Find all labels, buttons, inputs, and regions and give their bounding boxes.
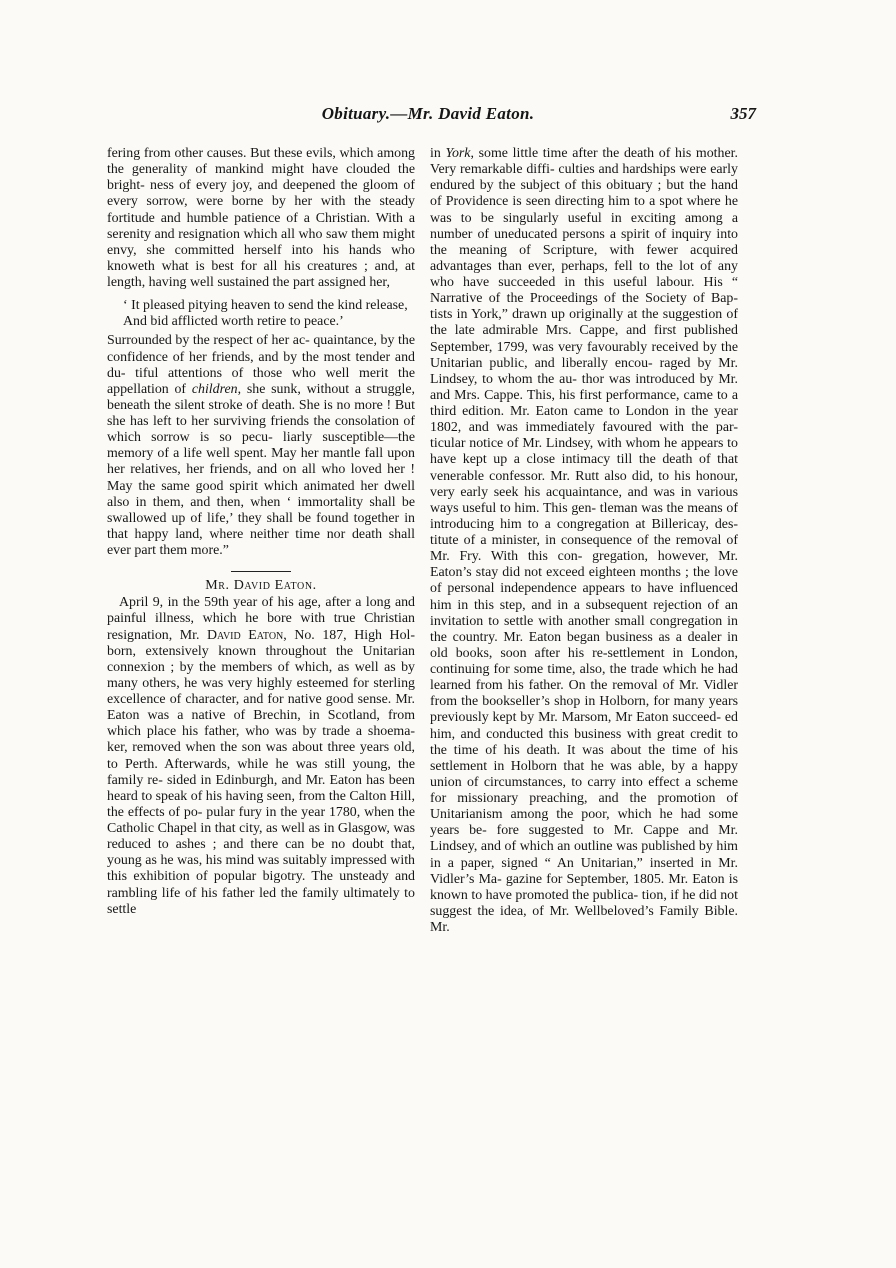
- right-column: [430, 146, 738, 936]
- paragraph: [107, 595, 415, 918]
- paragraph: in York, some little time after the death of his mother. Very remarkable diffi- culties and hardships were early endured by the subject of this obituary ; but the hand of Providence is seen directing him to a spot where he was to be singularly useful in exciting among a number of uneducated persons a spirit of inquiry into the meaning of Scripture, with fewer acquired advantages than ever, perhaps, fell to the lot of any who have succeeded in this useful labour. His “ Narrative of the Proceedings of the Society of Bap- tists in York,” drawn up originally at the suggestion of the late admirable Mrs. Cappe, and first published September, 1799, was very favourably received by the Unitarian public, and liberally encou- raged by Mr. Lindsey, to whom the au- thor was introduced by Mr. and Mrs. Cappe. This, his first performance, came to a third edition. Mr. Eaton came to London in the year 1802, and was immediately favoured with the par- ticular notice of Mr. Lindsey, with whom he appears to have kept up a close intimacy till the death of that venerable confessor. Mr. Rutt also did, to his honour, very early seek his acquaintance, and was in various ways useful to him. This gen- tleman was the means of introducing him to a congregation at Billericay, des- titute of a minister, in consequence of the removal of Mr. Fry. With this con- gregation, however, Mr. Eaton’s stay did not exceed eighteen months ; the love of personal independence appears to have influenced him in this step, and in a subsequent rejection of an invitation to settle with another small congregation in the country. Mr. Eaton began business as a dealer in old books, soon after his re-settlement in London, continuing for some time, also, the trade which he had learned from his father. On the removal of Mr. Vidler from the bookseller’s shop in Holborn, for many years previously kept by Mr. Marsom, Mr Eaton succeed- ed him, and conducted this business with great credit to the time of his death. It was about the time of his settlement in Holborn that he was able, by a happy union of circumstances, to carry into effect a scheme for missionary preaching, and the promotion of Unitarianism among the poor, which he had some years be- fore suggested to Mr. Cappe and Mr. Lindsey, and of which an outline was published by him in a paper, signed “ An Unitarian,” inserted in Mr. Vidler’s Ma- gazine for September, 1805. Mr. Eaton is known to have promoted the publica- tion, if he did not suggest the idea, of Mr. Wellbeloved’s Family Bible. Mr.: [430, 146, 738, 935]
- verse-line: ‘ It pleased pitying heaven to send the kind release,: [123, 298, 408, 314]
- paragraph: fering from other causes. But these evils, which among the generality of mankind might have clouded the bright- ness of every joy, and deepened the gloom of every sorrow, were borne by her with the steady fortitude and humble patience of a Christian. With a serenity and resignation which all who saw them might envy, she committed herself into his hands who knoweth what is best for all his creatures ; and, at length, having well sustained the part assigned her,: [107, 146, 415, 290]
- paragraph: [107, 333, 415, 559]
- running-title: Obituary.—Mr. David Eaton.: [321, 104, 535, 123]
- section-heading: Mr. David Eaton.: [205, 578, 317, 594]
- text-run: , she sunk, without a struggle, beneath the silent stroke of death. She is no more ! But she has left to her surviving friends the consolation of which sorrow is so pecu- liarly susceptible—the memory of a life well spent. May her mantle fall upon her relatives, her friends, and on all who loved her ! May the same good spirit which animated her dwell also in them, and then, when ‘ immortality shall be swallowed up of life,’ they shall be found together in that happy land, where neither time nor death shall ever part them more.”: [107, 381, 415, 558]
- italic-word: York: [445, 146, 471, 161]
- section-divider: [231, 571, 291, 572]
- text-run: Surrounded by the respect of her ac- quaintance, by the confidence of her friends, and by the most tender and du- tiful attentions of those who well merit the appellation of: [107, 333, 415, 397]
- person-name: David Eaton: [207, 627, 284, 643]
- page-number: 357: [730, 104, 756, 123]
- left-column: [107, 146, 415, 918]
- text-run: , No. 187, High Hol- born, extensively known throughout the Unitarian connexion ; by the members of which, as well as by many others, he was very highly esteemed for sterling excellence of character, and for native good sense. Mr. Eaton was a native of Brechin, in Scotland, from which place his father, who was by trade a shoema- ker, removed when the son was about three years old, to Perth. Afterwards, while he was still young, the family re- sided in Edinburgh, and Mr. Eaton has been heard to speak of his having seen, from the Calton Hill, the effects of po- pular fury in the year 1780, when the Catholic Chapel in that city, as well as in Glasgow, was reduced to ashes ; and there can be no doubt that, young as he was, his mind was suitably impressed with this exhibition of popular bigotry. The unsteady and rambling life of his father led the family ultimately to settle: [107, 627, 415, 917]
- text-run: , some little time after the death of his mother. Very remarkable diffi- culties and hardships were early endured by the subject of this obituary ; but the hand of Providence is seen directing him to a spot where he was to be singularly useful in exciting among a number of uneducated persons a spirit of inquiry into the meaning of Scripture, with fewer acquired advantages than ever, perhaps, fell to the lot of any who have succeeded in this useful labour. His “ Narrative of the Proceedings of the Society of Bap- tists in York,” drawn up originally at the suggestion of the late admirable Mrs. Cappe, and first published September, 1799, was very favourably received by the Unitarian public, and liberally encou- raged by Mr. Lindsey, to whom the au- thor was introduced by Mr. and Mrs. Cappe. This, his first performance, came to a third edition. Mr. Eaton came to London in the year 1802, and was immediately favoured with the par- ticular notice of Mr. Lindsey, with whom he appears to have kept up a close intimacy till the death of that venerable confessor. Mr. Rutt also did, to his honour, very early seek his acquaintance, and was in various ways useful to him. This gen- tleman was the means of introducing him to a congregation at Billericay, des- titute of a minister, in consequence of the removal of Mr. Fry. With this con- gregation, however, Mr. Eaton’s stay did not exceed eighteen months ; the love of personal independence appears to have influenced him in this step, and in a subsequent rejection of an invitation to settle with another small congregation in the country. Mr. Eaton began business as a dealer in old books, soon after his re-settlement in London, continuing for some time, also, the trade which he had learned from his father. On the removal of Mr. Vidler from the bookseller’s shop in Holborn, for many years previously kept by Mr. Marsom, Mr Eaton succeed- ed him, and conducted this business with great credit to the time of his death. It was about the time of his settlement in Holborn that he was able, by a happy union of circumstances, to carry into effect a scheme for missionary preaching, and the promotion of Unitarianism among the poor, which he had some years be- fore suggested to Mr. Cappe and Mr. Lindsey, and of which an outline was published by him in a paper, signed “ An Unitarian,” inserted in Mr. Vidler’s Ma- gazine for September, 1805. Mr. Eaton is known to have promoted the publica- tion, if he did not suggest the idea, of Mr. Wellbeloved’s Family Bible. Mr.: [430, 146, 738, 935]
- verse-line: And bid afflicted worth retire to peace.’: [123, 314, 344, 330]
- page-header: [108, 104, 756, 128]
- verse-quotation: [107, 298, 415, 330]
- italic-word: children: [191, 381, 238, 397]
- text-run: April 9, in the 59th year of his age, after a long and painful illness, which he bore with true Christian resignation, Mr.: [107, 595, 415, 643]
